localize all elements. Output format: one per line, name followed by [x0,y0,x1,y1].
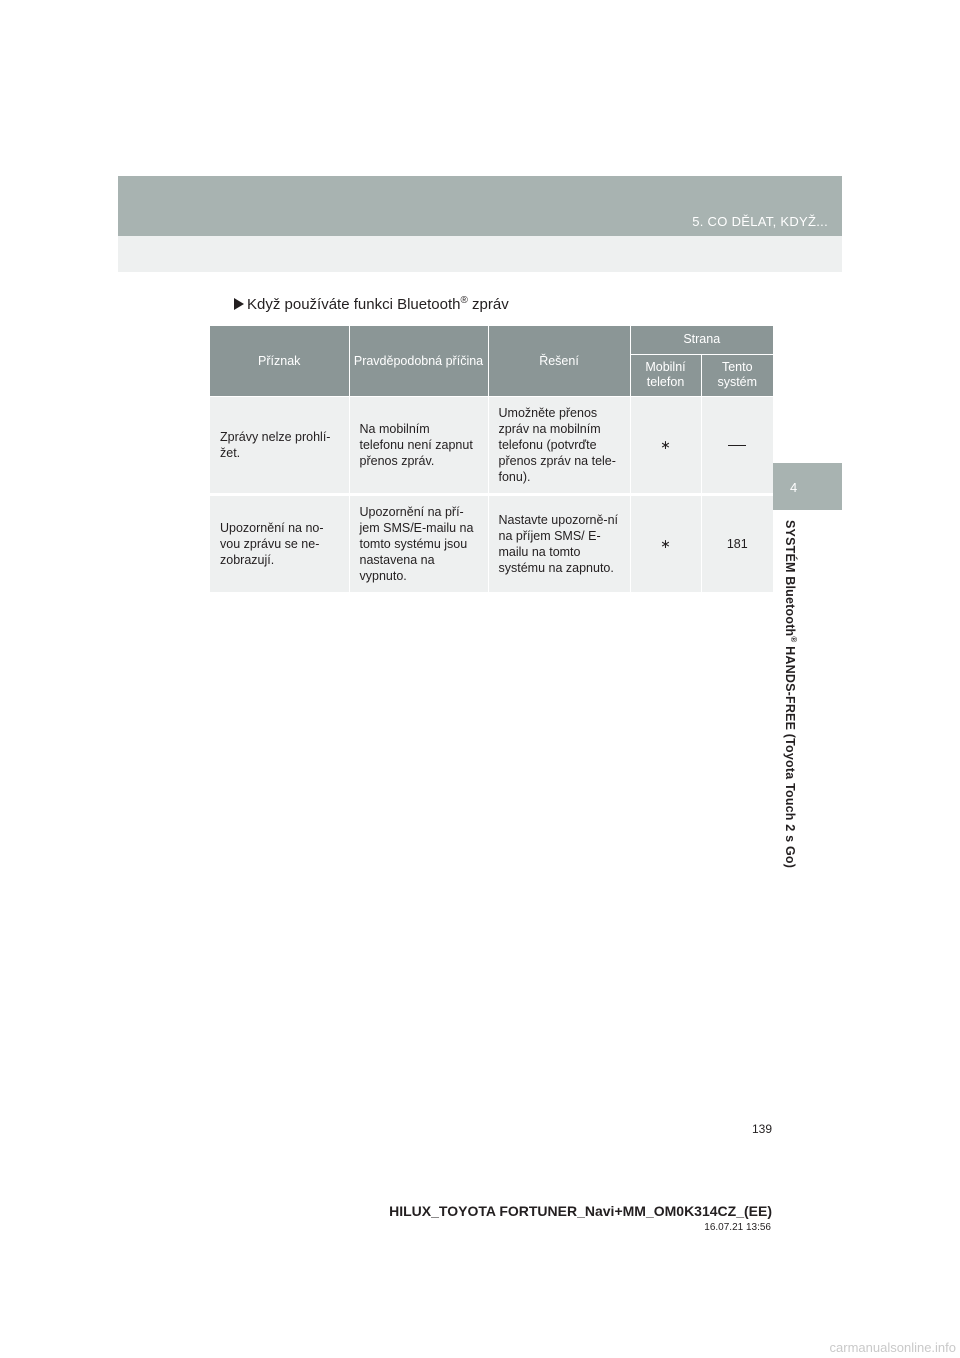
cell-symptom: Upozornění na no-vou zprávu se ne-zobrazují. [210,495,349,594]
vertical-title-registered: ® [789,636,798,643]
table-row [210,495,773,594]
triangle-right-icon [234,298,244,310]
page-number: 139 [752,1122,773,1136]
cell-cause: Upozornění na pří-jem SMS/E-mailu na tomto systému jsou nastavena na vypnuto. [349,495,488,594]
chapter-title: 5. CO DĚLAT, KDYŽ... [692,214,828,229]
table-row [210,397,773,495]
header-page: Strana [630,326,773,354]
header-band [118,176,842,236]
chapter-tab [773,463,842,510]
cell-solution: Nastavte upozorně-ní na příjem SMS/ E-mailu na tomto systému na zapnuto. [488,495,630,594]
document-timestamp: 16.07.21 13:56 [704,1222,771,1233]
section-heading-registered: ® [460,295,468,306]
header-symptom: Příznak [210,326,349,397]
header-solution: Řešení [488,326,630,397]
cell-system-page: 181 [701,495,773,594]
vertical-title-pre: SYSTÉM Bluetooth [782,520,797,637]
chapter-number: 4 [790,480,798,495]
cell-system-page [701,397,773,495]
section-heading [234,295,509,313]
header-system: Tento systém [701,354,773,396]
cell-solution: Umožněte přenos zpráv na mobilním telefonu (potvrďte přenos zpráv na tele-fonu). [488,397,630,495]
header-cause: Pravděpodobná příčina [349,326,488,397]
troubleshooting-table [210,326,773,595]
header-sub-band [118,236,842,272]
cell-mobile-page: ∗ [630,495,701,594]
watermark: carmanualsonline.info [829,1340,956,1355]
cell-cause: Na mobilním telefonu není zapnut přenos zpráv. [349,397,488,495]
cell-symptom: Zprávy nelze prohlí-žet. [210,397,349,495]
section-heading-pre: Když používáte funkci Bluetooth [247,296,461,313]
header-mobile: Mobilní telefon [630,354,701,396]
dash-icon [728,445,746,446]
document-code: HILUX_TOYOTA FORTUNER_Navi+MM_OM0K314CZ_(EE) [389,1203,772,1219]
vertical-title-post: HANDS-FREE (Toyota Touch 2 s Go) [782,642,797,869]
chapter-vertical-title [783,520,798,868]
section-heading-post: zpráv [467,296,509,313]
cell-mobile-page: ∗ [630,397,701,495]
